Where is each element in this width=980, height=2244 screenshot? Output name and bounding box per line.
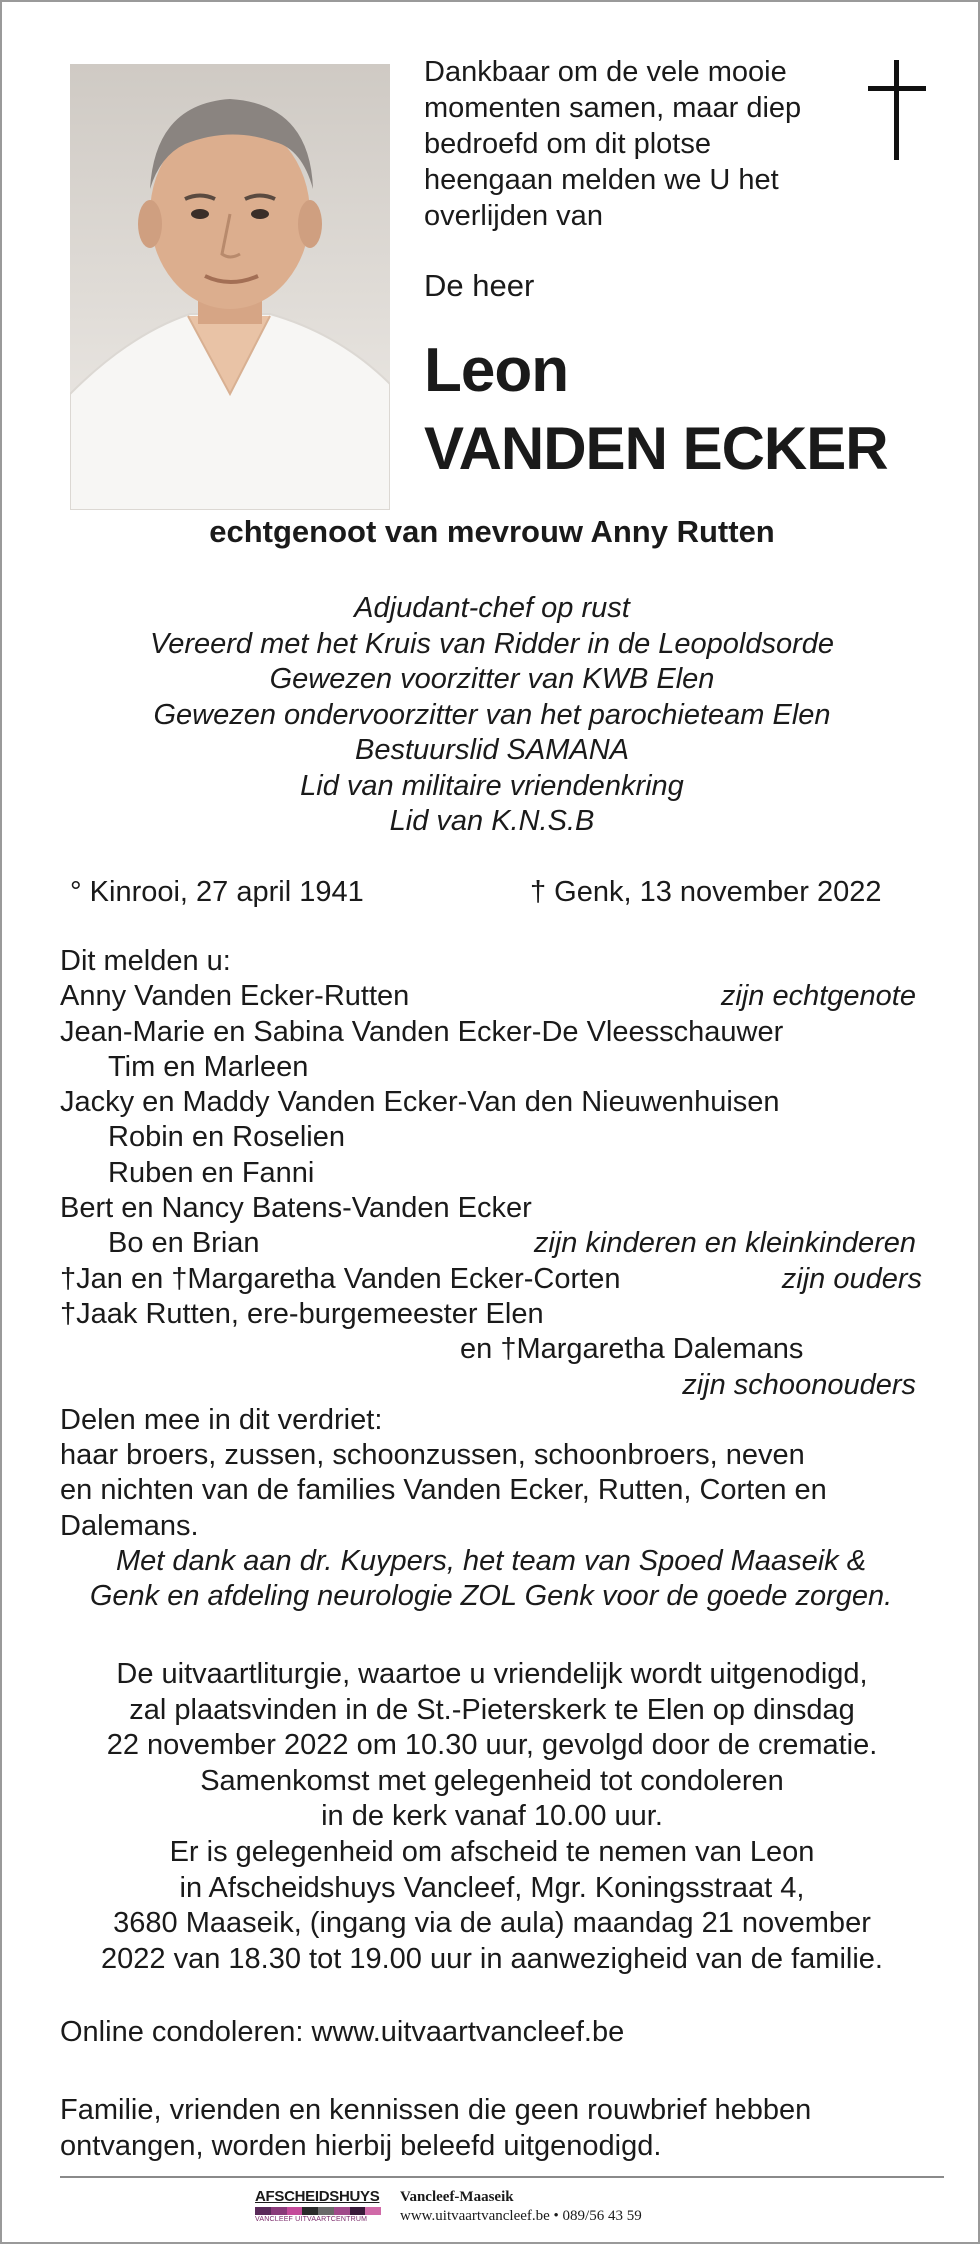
family-section <box>60 944 922 1615</box>
share-line: Dalemans. <box>60 1509 199 1542</box>
funeral-home-contact <box>400 2188 642 2226</box>
spouse-name: Anny Vanden Ecker-Rutten <box>60 980 410 1013</box>
funeral-home-logo <box>255 2188 381 2223</box>
portrait-photo <box>70 64 390 510</box>
online-condolence: Online condoleren: www.uitvaartvancleef.be <box>60 2016 625 2048</box>
spouse-line: echtgenoot van mevrouw Anny Rutten <box>209 514 775 549</box>
company-name: Vancleef-Maaseik <box>400 2189 514 2205</box>
logo-swatch <box>271 2207 287 2215</box>
inlaws-role: zijn schoonouders <box>682 1368 916 1401</box>
service-line: zal plaatsvinden in de St.-Pieterskerk te Elen op dinsdag <box>129 1693 855 1726</box>
family-row <box>60 944 922 979</box>
honorary-titles <box>2 591 980 840</box>
service-line: De uitvaartliturgie, waartoe u vriendelijk wordt uitgenodigd, <box>116 1658 868 1690</box>
service-line: 2022 van 18.30 tot 19.00 uur in aanwezigheid van de familie. <box>101 1942 883 1975</box>
family-row <box>60 1262 922 1297</box>
logo-swatch <box>365 2207 381 2215</box>
logo-color-bar <box>255 2207 381 2215</box>
service-line: Samenkomst met gelegenheid tot condoleren <box>200 1764 784 1797</box>
share-line: haar broers, zussen, schoonzussen, schoonbroers, neven <box>60 1439 805 1472</box>
cross-icon <box>868 60 926 167</box>
intro-line: overlijden van <box>424 200 603 232</box>
thanks-line: Met dank aan dr. Kuypers, het team van Spoed Maaseik & <box>115 1545 867 1578</box>
service-line: 3680 Maaseik, (ingang via de aula) maandag 21 november <box>113 1907 871 1940</box>
service-line: in Afscheidshuys Vancleef, Mgr. Koningsstraat 4, <box>179 1871 805 1904</box>
family-row <box>60 1332 922 1367</box>
family-row <box>60 1156 922 1191</box>
children-role: zijn kinderen en kleinkinderen <box>533 1227 916 1260</box>
family-row <box>60 1015 922 1050</box>
child-name: Jacky en Maddy Vanden Ecker-Van den Nieuwenhuisen <box>60 1086 780 1119</box>
intro-line: bedroefd om dit plotse <box>424 128 711 160</box>
inlaw-name: en †Margaretha Dalemans <box>460 1333 804 1366</box>
footer-divider <box>60 2176 944 2178</box>
logo-swatch <box>302 2207 318 2215</box>
invite-line: ontvangen, worden hierbij beleefd uitgenodigd. <box>60 2130 662 2162</box>
child-name: Jean-Marie en Sabina Vanden Ecker-De Vleesschauwer <box>60 1015 784 1048</box>
title-line: Lid van militaire vriendenkring <box>300 769 684 802</box>
logo-swatch <box>255 2207 271 2215</box>
family-row <box>60 1297 922 1332</box>
birth-date: ° Kinrooi, 27 april 1941 <box>70 876 364 908</box>
invite-line: Familie, vrienden en kennissen die geen rouwbrief hebben <box>60 2094 812 2126</box>
deceased-first-name: Leon <box>424 336 569 405</box>
intro-line: heengaan melden we U het <box>424 164 779 196</box>
logo-swatch <box>287 2207 303 2215</box>
family-row <box>60 979 922 1014</box>
parents-role: zijn ouders <box>781 1262 922 1295</box>
logo-subtitle: VANCLEEF UITVAARTCENTRUM <box>255 2216 368 2223</box>
portrait-illustration <box>70 64 390 510</box>
title-line: Lid van K.N.S.B <box>389 805 595 837</box>
intro-line: Dankbaar om de vele mooie <box>424 56 787 88</box>
contact-details: www.uitvaartvancleef.be • 089/56 43 59 <box>400 2208 642 2224</box>
family-row <box>60 1191 922 1226</box>
title-line: Vereerd met het Kruis van Ridder in de Leopoldsorde <box>149 627 835 660</box>
family-row <box>60 1085 922 1120</box>
family-row <box>60 1120 922 1155</box>
grandchild-name: Robin en Roselien <box>108 1121 345 1154</box>
intro-text <box>424 54 844 234</box>
family-row <box>60 1226 922 1261</box>
family-row <box>60 1050 922 1085</box>
thanks-line: Genk en afdeling neurologie ZOL Genk voor de goede zorgen. <box>89 1580 893 1613</box>
grandchild-name: Ruben en Fanni <box>108 1156 315 1189</box>
child-name: Bert en Nancy Batens-Vanden Ecker <box>60 1192 532 1225</box>
grandchild-name: Bo en Brian <box>108 1227 260 1260</box>
title-line: Adjudant-chef op rust <box>354 592 630 624</box>
spouse-role: zijn echtgenote <box>720 980 916 1013</box>
service-line: Er is gelegenheid om afscheid te nemen van Leon <box>169 1835 815 1868</box>
family-row <box>60 1403 922 1438</box>
service-line: in de kerk vanaf 10.00 uur. <box>321 1800 663 1833</box>
logo-swatch <box>350 2207 366 2215</box>
service-line: 22 november 2022 om 10.30 uur, gevolgd door de crematie. <box>106 1729 878 1762</box>
family-header: Dit melden u: <box>60 945 231 977</box>
parents-name: †Jan en †Margaretha Vanden Ecker-Corten <box>60 1262 621 1295</box>
intro-line: momenten samen, maar diep <box>424 92 802 124</box>
family-row <box>60 1368 922 1403</box>
grandchild-name: Tim en Marleen <box>108 1050 309 1083</box>
logo-wordmark: AFSCHEIDSHUYS <box>255 2188 380 2205</box>
title-line: Gewezen voorzitter van KWB Elen <box>269 663 715 695</box>
title-line: Bestuurslid SAMANA <box>355 734 629 766</box>
inlaw-name: †Jaak Rutten, ere-burgemeester Elen <box>60 1297 544 1330</box>
salutation: De heer <box>424 268 535 303</box>
logo-swatch <box>334 2207 350 2215</box>
share-header: Delen mee in dit verdriet: <box>60 1403 383 1436</box>
title-line: Gewezen ondervoorzitter van het parochieteam Elen <box>153 698 831 731</box>
service-details <box>2 1657 980 1977</box>
invitation-note <box>60 2092 811 2164</box>
logo-swatch <box>318 2207 334 2215</box>
death-date: † Genk, 13 november 2022 <box>530 876 882 908</box>
share-line: en nichten van de families Vanden Ecker, Rutten, Corten en <box>60 1474 827 1507</box>
deceased-last-name: VANDEN ECKER <box>424 415 888 482</box>
